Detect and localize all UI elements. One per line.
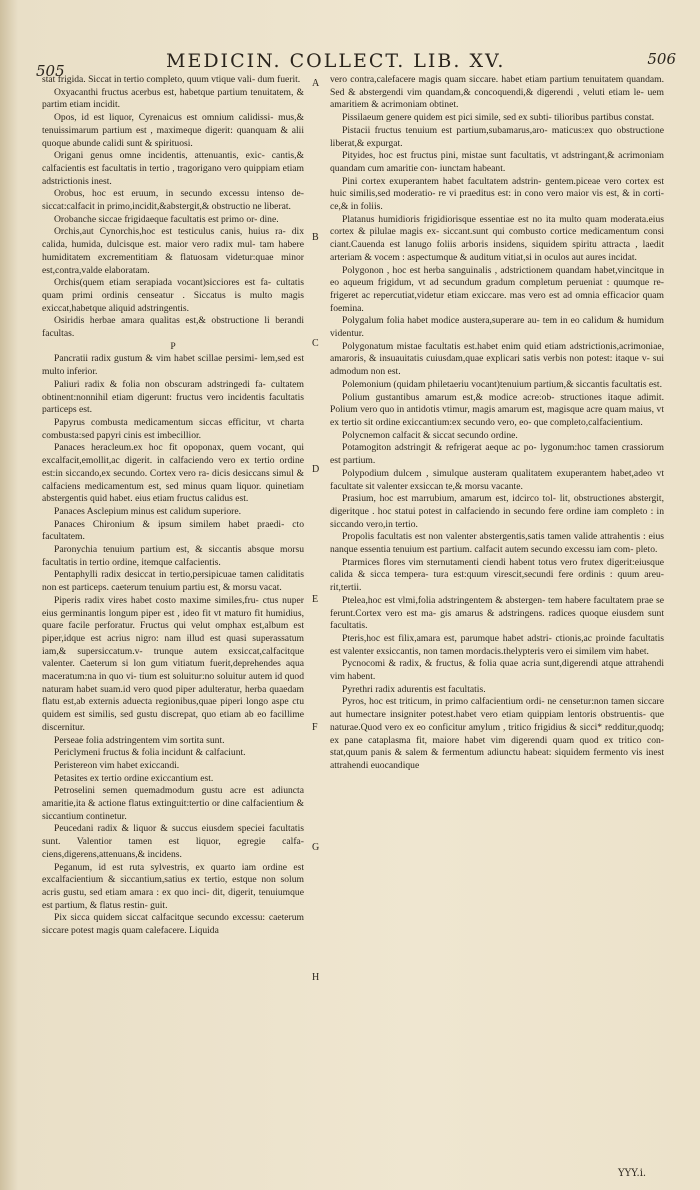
paragraph: Pancratii radix gustum & vim habet scillae persimi- lem,sed est multo inferior. (42, 353, 304, 378)
text-column-right (330, 74, 664, 773)
paragraph: Panaces Asclepium minus est calidum superiore. (54, 505, 242, 517)
paragraph: Periclymeni fructus & folia incidunt & calfaciunt. (54, 747, 246, 759)
paragraph: Ptarmices flores vim sternutamenti ciendi habent totus vero frutex digerit:eiusque calida & sicca tempera- tura est:quum virescit,secundi fere ordinis : quum areu- rit,tertii. (330, 556, 664, 594)
paragraph: Pix sicca quidem siccat calfacitque secundo excessu: caeterum siccare potest magis quam calefacere. Liquida (42, 912, 304, 937)
paragraph: Polium gustantibus amarum est,& modice acre:ob- structiones itaque adimit. Polium vero quo in antidotis vtimur, magis amarum est, magisque acre quam maius, vt ex tertio sit ordine exiccantium:ex secundo vero, eo- que completo,calfacientium. (330, 391, 664, 428)
section-letter: P (170, 340, 176, 352)
paragraph: Pyros, hoc est triticum, in primo calfacientium ordi- ne censetur:non tamen siccare aut humectare insigniter potest.habet vero etiam quippiam lentoris obstruentis- que naturae.Quod vero ex eo conficitur amylum , tritico frigidius & sicci* redditur,quodq; ex pane cataplasma fit, maiore habet vim digerendi quam quod ex tritico con- stat,quum panis & salem & fermentum adiunctu habeat: siquidem fermento vis inest attrahendi euocandique (330, 696, 664, 771)
paragraph: Polygonon , hoc est herba sanguinalis , adstrictionem quandam habet,vincitque in eo aqueum frigidum, vt ad secundum gradum completum perueniat : quumque re- frigeret ac repercutiat,videtur etiam exiccare. mas vero est ad omnia efficacior quam foemina. (330, 264, 664, 314)
paragraph: vero contra,calefacere magis quam siccare. habet etiam partium tenuitatem quandam. Sed & abstergendi vim quandam,& concoquendi,& digerendi , veluti etiam le- uem amaritiem & acrimoniam obtinet. (330, 74, 664, 111)
paragraph: Pissilaeum genere quidem est pici simile, sed ex subti- tilioribus partibus constat. (342, 112, 655, 124)
paragraph: Petasites ex tertio ordine exiccantium est. (54, 772, 214, 784)
margin-letter: D (312, 464, 320, 475)
paragraph: Orchis(quem etiam serapiada vocant)sicciores est fa- cultatis quam primi ordinis censeatur . Siccatus is multo magis exiccat,habetque aliquid adstringentis. (42, 277, 304, 314)
paragraph: Polypodium dulcem , simulque austeram qualitatem exuperantem habet,adeo vt facultate sit valenter exsiccan te,& morsu vacante. (330, 467, 664, 492)
paragraph: Pityides, hoc est fructus pini, mistae sunt facultatis, vt adstringant,& acrimoniam quandam cum amaritie con- iunctam habeant. (330, 150, 664, 174)
margin-letter: A (312, 78, 320, 89)
margin-letter: H (312, 972, 320, 983)
paragraph: Oxyacanthi fructus acerbus est, habetque partium tenuitatem, & partim etiam incidit. (42, 86, 304, 111)
paragraph: Osiridis herbae amara qualitas est,& obstructione li berandi facultas. (42, 315, 304, 340)
paragraph: Potamogiton adstringit & refrigerat aeque ac po- lygonum:hoc tamen crassiorum est partium. (330, 442, 664, 467)
paragraph: Polygalum folia habet modice austera,superare au- tem in eo calidum & humidum videntur. (330, 315, 664, 340)
paragraph: Orobanche siccae frigidaeque facultatis est primo or- dine. (54, 213, 279, 225)
paragraph: stat frigida. Siccat in tertio completo, quum vtique vali- dum fuerit. (42, 74, 301, 85)
paragraph: Propolis facultatis est non valenter abstergentis,satis tamen valide attrahentis : eius nanque essentia tenuium est partium. calfacit autem secundo excessu iam com- pleto. (330, 531, 664, 556)
margin-letter: E (312, 594, 319, 605)
margin-letter: B (312, 232, 319, 243)
paragraph: Polycnemon calfacit & siccat secundo ordine. (342, 429, 518, 441)
paragraph: Pycnocomi & radix, & fructus, & folia quae acria sunt,digerendi atque attrahendi vim habent. (330, 658, 664, 683)
paragraph: Paliuri radix & folia non obscuram adstringedi fa- cultatem obtinent:nonnihil etiam digerunt: fructus vero incidentis facultatis particeps est. (42, 378, 304, 416)
folio-number-left: 505 (36, 62, 65, 80)
paragraph: Platanus humidioris frigidiorisque essentiae est no ita multo quam moderata.eius cortex & pilulae magis ex- siccant.sunt qui combusto cortice medicamentum consi ciant.Cauenda est lanugo foliis arboris insidens, siquidem spiritu attracta , laedit arteriam & vocem : aspectumque & auditum vitiat,si in oculos aut aures incidat. (330, 213, 664, 263)
text-column-left (42, 74, 304, 938)
paragraph: Pteris,hoc est filix,amara est, parumque habet adstri- ctionis,ac proinde facultatis est valenter exsiccantis, non tamen mordacis.thelypteris vero ei similem vim habet. (330, 632, 664, 657)
signature-mark: YYY.i. (618, 1168, 647, 1179)
paragraph: Polemonium (quidam philetaeriu vocant)tenuium partium,& siccantis facultatis est. (342, 378, 662, 390)
paragraph: Prasium, hoc est marrubium, amarum est, idcirco tol- lit, obstructiones abstergit, digeritque . hoc statui potest in calfaciendo in secundo fere ordine iam completo : in siccando vero,in tertio. (330, 493, 664, 530)
paragraph: Paronychia tenuium partium est, & siccantis absque morsu facultatis in tertio ordine, itemque calfacientis. (42, 544, 304, 568)
paragraph: Pistacii fructus tenuium est partium,subamarus,aro- maticus:ex quo obstructione liberat,& expurgat. (330, 124, 664, 149)
paragraph: Orchis,aut Cynorchis,hoc est testiculus canis, huius ra- dix calida, humida, dulcisque est. maior vero radix mul- tam habere humiditatem excrementitiam & flatuosam videtur:quae minor est,contra,valde elaboratam. (42, 226, 304, 276)
paragraph: Pentaphylli radix desiccat in tertio,persipicuae tamen caliditatis non est particeps. caeterum tenuium partiu est, & morsu vacat. (42, 569, 304, 594)
margin-letter: G (312, 842, 320, 853)
paragraph: Peucedani radix & liquor & succus eiusdem speciei facultatis sunt. Valentior tamen est liquor, egregie calfa- ciens,digerens,attenuans,& incidens. (42, 823, 304, 860)
running-title: MEDICIN. COLLECT. LIB. XV. (166, 50, 506, 72)
paragraph: Opos, id est liquor, Cyrenaicus est omnium calidissi- mus,& tenuissimarum partium est , maximeque digerit: quanquam & alii quoque abunde calidi sunt & spirituosi. (42, 112, 304, 149)
margin-letter: F (312, 722, 318, 733)
paragraph: Perseae folia adstringentem vim sortita sunt. (54, 734, 225, 746)
margin-letter: C (312, 338, 319, 349)
paragraph: Peristereon vim habet exiccandi. (54, 759, 180, 771)
paragraph: Panaces Chironium & ipsum similem habet praedi- cto facultatem. (42, 518, 304, 543)
paragraph: Ptelea,hoc est vlmi,folia adstringentem & abstergen- tem habere facultatem prae se ferunt.Cortex vero est ma- gis amarus & adstringens. radices quoque eiusdem sunt facultatis. (330, 594, 664, 632)
paragraph: Polygonatum mistae facultatis est.habet enim quid etiam adstrictionis,acrimoniae, amaroris, & insuauitatis cuiusdam,quae explicari satis verbis non potest: itaque v- sui admodum non est. (330, 340, 664, 378)
paragraph: Pini cortex exuperantem habet facultatem adstrin- gentem.piceae vero cortex est huic similis,sed moderatio- re vi praeditus est: in cono vero maior vis est, & in corti- ce,& in foliis. (330, 175, 664, 213)
paragraph: Papyrus combusta medicamentum siccas efficitur, vt charta combusta:sed papyri cinis est imbecillior. (42, 416, 304, 441)
paragraph: Peganum, id est ruta sylvestris, ex quarto iam ordine est excalfacientium & siccantium,satius ex tertio, estque non solum acris gustu, sed etiam amara : ex quo inci- dit, digerit, tenuiumque est partium, & flatus restin- guit. (42, 861, 304, 911)
paragraph: Pyrethri radix adurentis est facultatis. (342, 683, 486, 695)
paragraph: Origani genus omne incidentis, attenuantis, exic- cantis,& calfacientis est facultatis in tertio , tragorigano vero quippiam etiam adstrictionis inest. (42, 150, 304, 187)
paragraph: Piperis radix vires habet costo maxime similes,fru- ctus nuper eius germinantis longum piper est , ideo fit vt maturo fit humidius, quare facile perforatur. Fructus qui velut omphax est,album est piper,idque est acrius nigro: nam illud est quasi superassatum iam,& supersiccatum.v- trunque autem exsiccat,calfacitque valenter. Caeterum si lon gum vitiatum fuerit,deprehendes aqua maceratum:na in quo vi- tium est soluitur:no soluitur autem id quod naturam habet suam.id vero quod piper adulteratur, herba quaedam flatu est,ab externis aduecta regionibus,quae piperi longo aspe ctu quidem est similis, sed gustu discrepat, quo etiam ab eo facillime discernitur. (42, 594, 304, 733)
paragraph: Panaces heracleum.ex hoc fit opoponax, quem vocant, qui excalfacit,emollit,ac digerit. in calfaciendo vero ex tertio ordine est:in siccando,ex secundo. Cortex vero ra- dicis desiccans simul & calfaciens medicamentum est, sed minus quam liquor. quinetiam abstergentis quid habet. eius etiam fructus calidus est. (42, 442, 304, 505)
paragraph: Petroselini semen quemadmodum gustu acre est adiuncta amaritie,ita & actione flatus extinguit:tertio or dine calfacientium & siccantium continetur. (42, 785, 304, 822)
folio-number-right: 506 (647, 50, 676, 68)
paragraph: Orobus, hoc est eruum, in secundo excessu intenso de- siccat:calfacit in primo,incidit,&abstergit,& obstructio ne liberat. (42, 188, 304, 213)
